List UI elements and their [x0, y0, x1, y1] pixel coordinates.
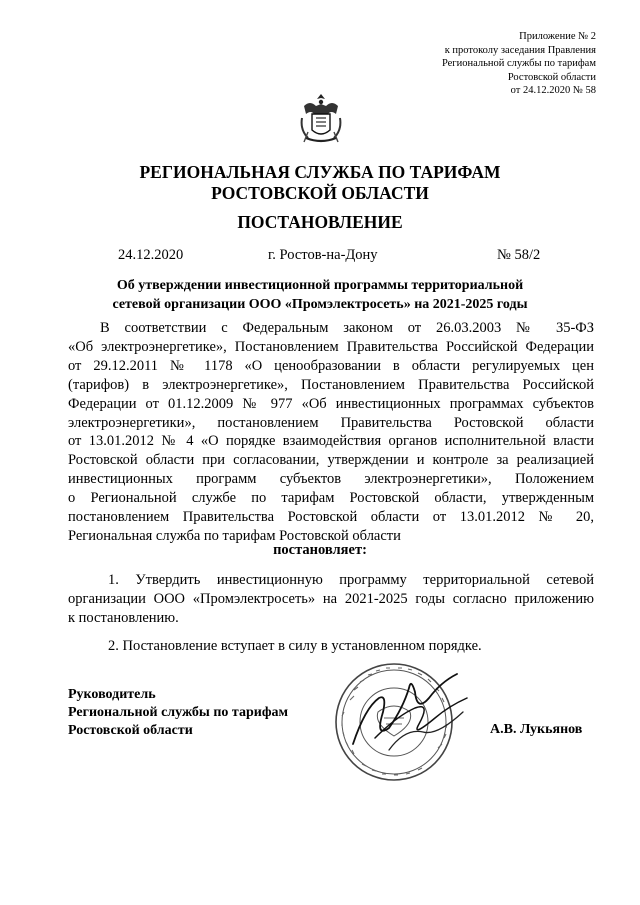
document-type: ПОСТАНОВЛЕНИЕ — [237, 212, 403, 232]
signer-title-line: Региональной службы по тарифам — [68, 705, 289, 720]
paragraph-line: В соответствии с Федеральным законом от 26.03.2003 № 35-ФЗ — [100, 320, 594, 336]
paragraph-line: (тарифов) в электроэнергетике», Постановлением Правительства Российской — [68, 376, 594, 393]
annex-line: Приложение № 2 — [519, 31, 596, 42]
agency-name — [0, 162, 640, 204]
paragraph-line: Ростовской области при согласовании, утверждении и контроле за реализацией — [68, 452, 594, 469]
item-line: 1. Утвердить инвестиционную программу территориальной сетевой — [108, 572, 594, 588]
paragraph-line: электроэнергетики», постановлением Правительства Ростовской области — [68, 414, 594, 431]
paragraph-line: «Об электроэнергетике», Постановлением Правительства Российской Федерации — [68, 338, 594, 355]
signer-name: А.В. Лукьянов — [490, 722, 583, 737]
item-line: к постановлению. — [68, 609, 179, 626]
annex-line: от 24.12.2020 № 58 — [510, 85, 596, 97]
document-subject — [0, 277, 640, 314]
subject-line: сетевой организации ООО «Промэлектросеть» на 2021-2025 годы — [112, 296, 528, 312]
annex-note — [442, 30, 596, 98]
document-number: № 58/2 — [497, 247, 541, 263]
agency-line: РОСТОВСКОЙ ОБЛАСТИ — [211, 183, 429, 203]
agency-line: РЕГИОНАЛЬНАЯ СЛУЖБА ПО ТАРИФАМ — [139, 162, 501, 182]
paragraph-line: от 13.01.2012 № 4 «О порядке взаимодействия органов исполнительной власти — [68, 433, 594, 450]
decree-word: постановляет: — [273, 542, 367, 558]
document-city: г. Ростов-на-Дону — [268, 247, 378, 263]
subject-line: Об утверждении инвестиционной программы территориальной — [116, 278, 524, 293]
paragraph-line: от 29.12.2011 № 1178 «О ценообразовании в области регулируемых цен — [68, 357, 594, 374]
paragraph-line: постановлением Правительства Ростовской области от 13.01.2012 № 20, — [68, 509, 594, 526]
paragraph-line: Федерации от 01.12.2009 № 977 «Об инвестиционных программах субъектов — [68, 395, 594, 412]
coat-of-arms-icon — [298, 92, 344, 146]
signer-title-line: Руководитель — [68, 687, 156, 702]
annex-line: Региональной службы по тарифам — [441, 58, 596, 70]
annex-line: к протоколу заседания Правления — [444, 44, 596, 56]
item-line: организации ООО «Промэлектросеть» на 2021-2025 годы согласно приложению — [68, 590, 594, 607]
signer-title-line: Ростовской области — [68, 723, 193, 738]
handwritten-signature-icon — [345, 668, 475, 758]
decision-item-2: 2. Постановление вступает в силу в установленном порядке. — [108, 638, 482, 654]
preamble-paragraph — [68, 319, 594, 546]
signer-title — [68, 686, 288, 740]
paragraph-line: о Региональной службе по тарифам Ростовской области, утвержденным — [68, 490, 594, 507]
paragraph-line: инвестиционных программ субъектов электроэнергетики», Положением — [68, 471, 594, 488]
decision-item-1 — [68, 571, 594, 628]
document-date: 24.12.2020 — [118, 247, 184, 263]
annex-line: Ростовской области — [507, 71, 596, 83]
paragraph-line: Региональная служба по тарифам Ростовской области — [68, 527, 401, 544]
